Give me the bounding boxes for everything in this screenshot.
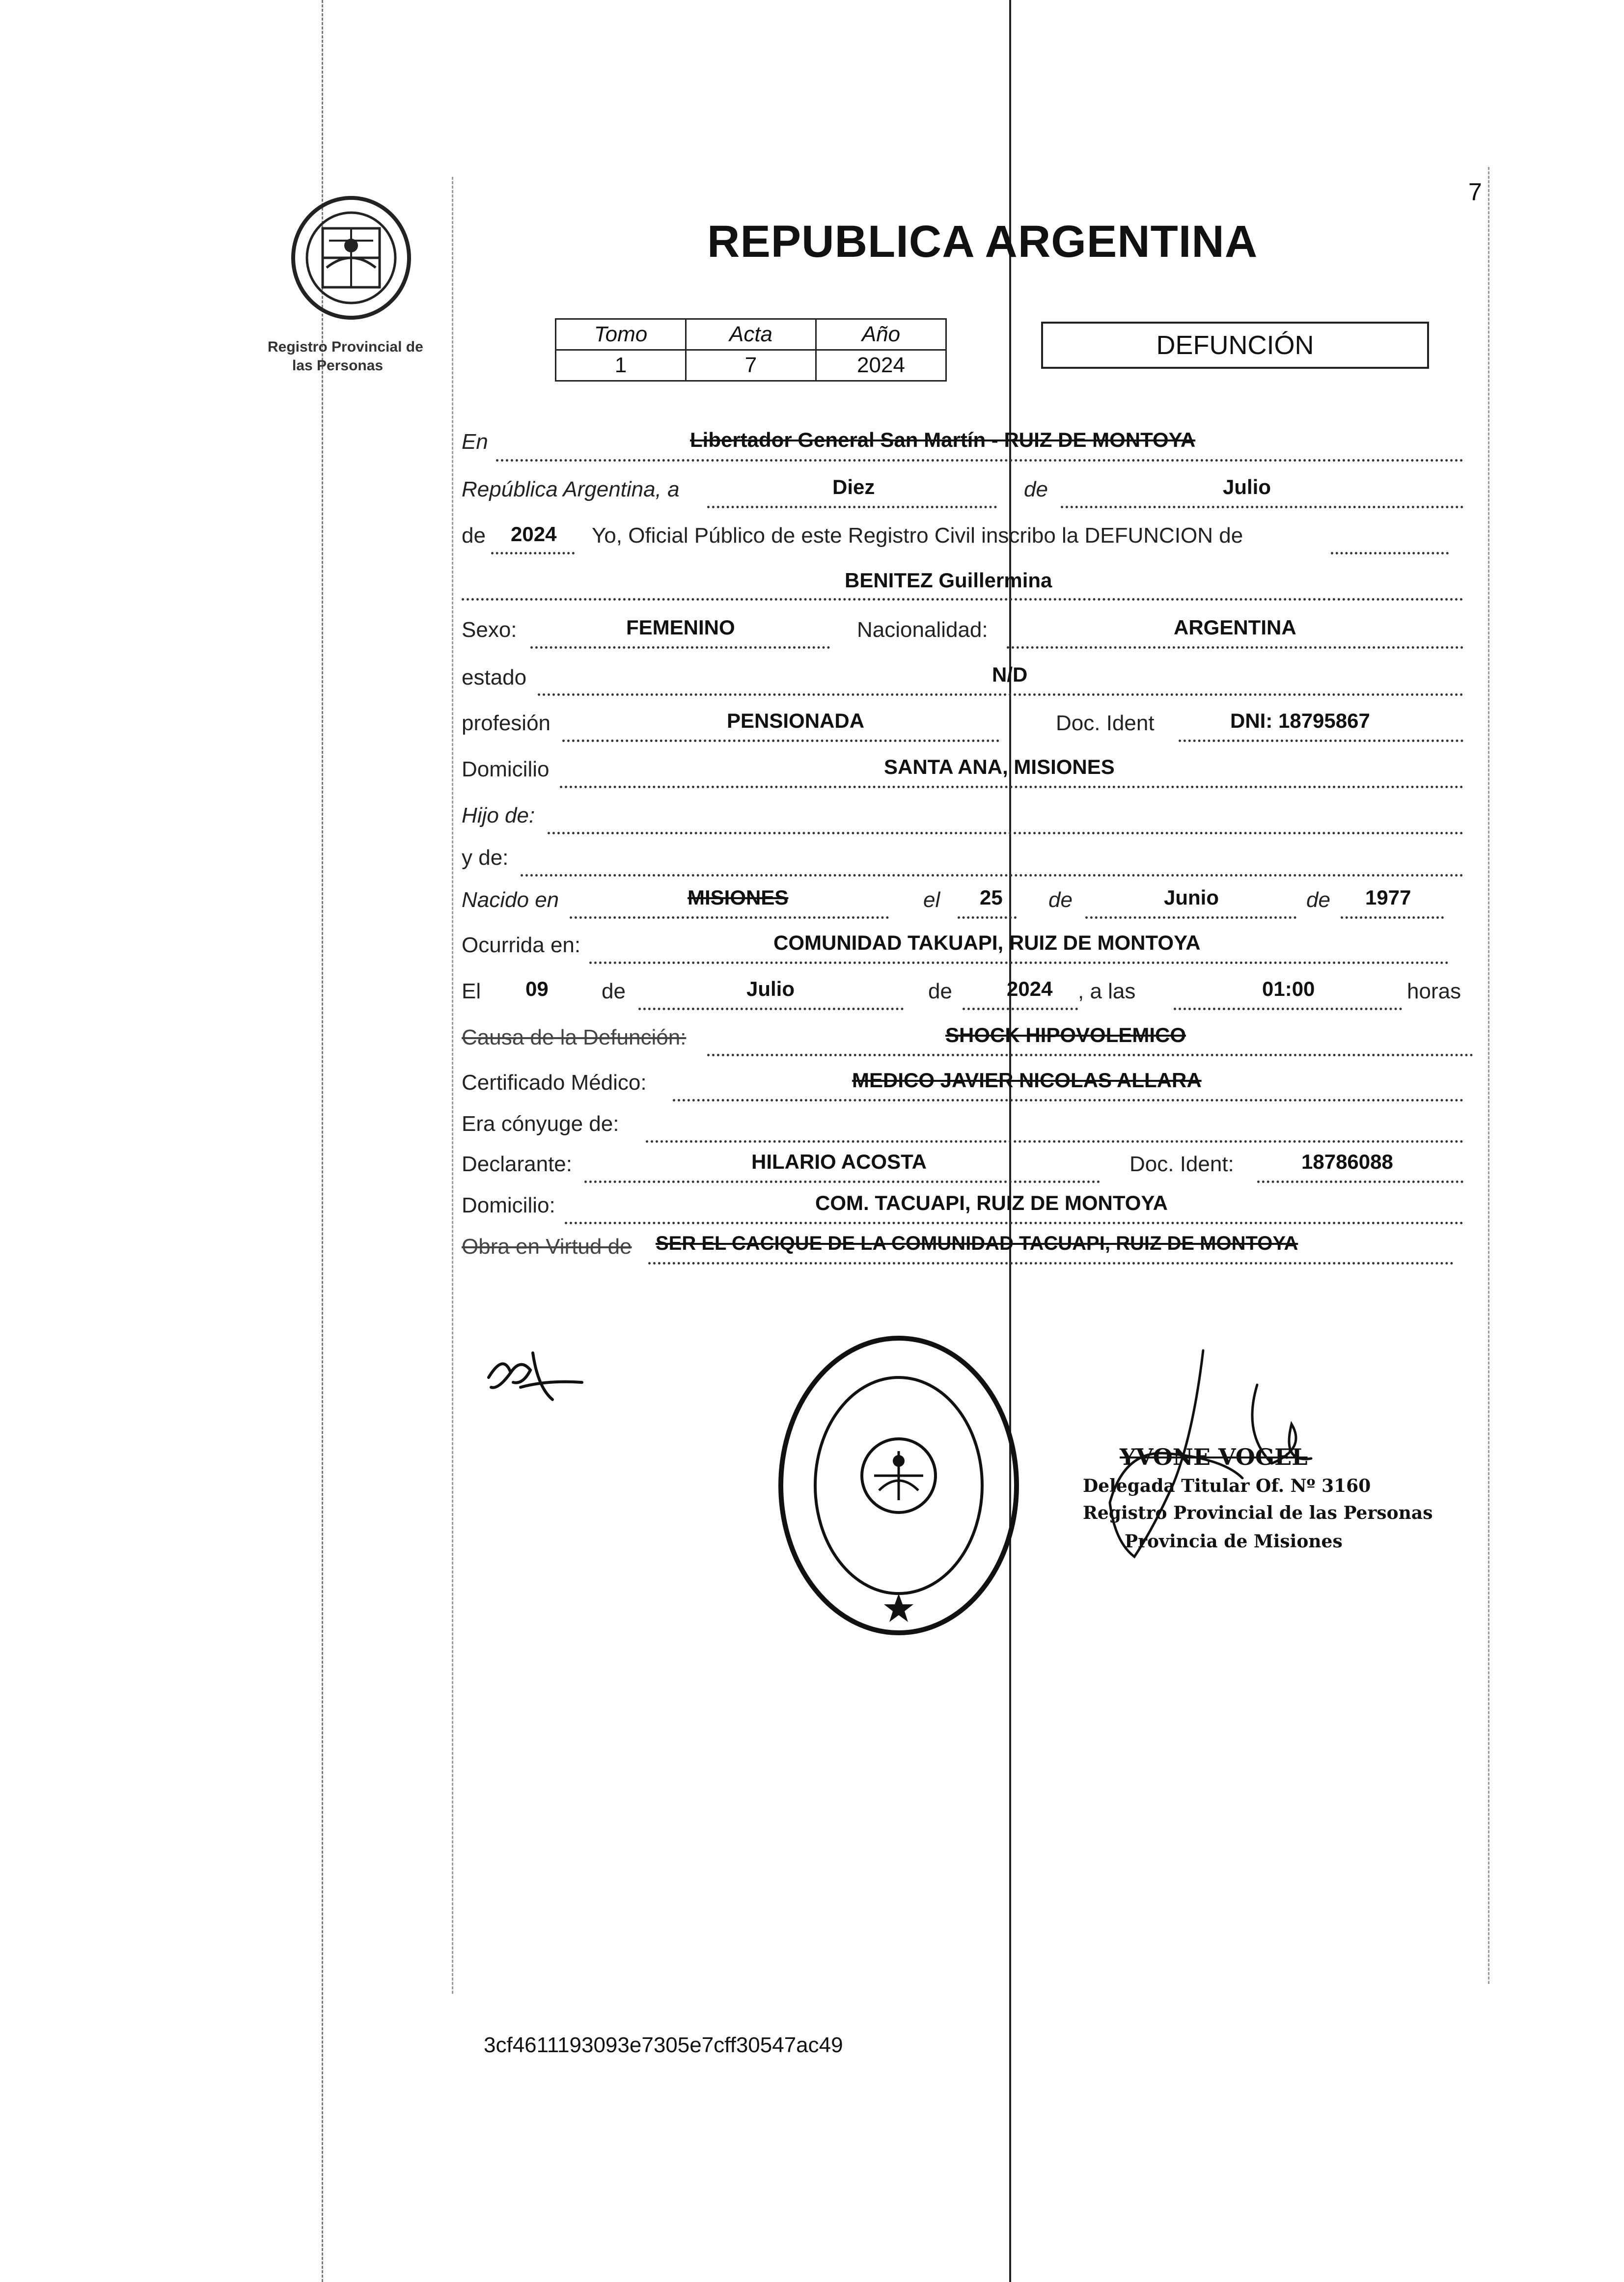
doc2-value: 18786088 [1301,1150,1393,1173]
table-header-tomo: Tomo [556,319,686,350]
nacionalidad-line [1007,646,1463,649]
hijo-line [548,832,1463,834]
nacido-dia-line [958,916,1017,919]
cert-label: Certificado Médico: [462,1071,647,1095]
org-name-line2: las Personas [292,357,384,374]
cert-value: MEDICO JAVIER NICOLAS ALLARA [852,1069,1202,1092]
nombre-line [462,598,1463,601]
declarante-value: HILARIO ACOSTA [751,1150,927,1173]
sexo-label: Sexo: [462,618,517,642]
fallec-mes-line [638,1008,904,1010]
doc2-line [1257,1181,1463,1183]
domicilio-value: SANTA ANA, MISIONES [884,755,1115,778]
inscribo-text: Yo, Oficial Público de este Registro Civil inscribo la DEFUNCION de [592,523,1243,548]
table-header-anio: Año [816,319,946,350]
scan-line-right [1488,167,1489,1984]
domicilio-line [560,786,1463,788]
de-label: de [1024,477,1048,501]
hijo-label: Hijo de: [462,803,535,827]
fallec-anio: 2024 [1007,977,1053,1000]
province-logo [287,194,415,322]
en-label: En [462,430,488,454]
dia-line [707,506,997,508]
doc-type: DEFUNCIÓN [1156,330,1314,360]
official-seal [771,1328,1026,1645]
declarante-label: Declarante: [462,1152,573,1176]
ocurrida-value: COMUNIDAD TAKUAPI, RUIZ DE MONTOYA [773,931,1201,954]
mes-value: Julio [1223,475,1271,498]
doc-value: DNI: 18795867 [1230,709,1370,732]
fallec-de2-label: de [928,979,952,1003]
deceased-name: BENITEZ Guillermina [845,569,1052,592]
estado-line [538,693,1463,696]
signatory-title: Delegada Titular Of. Nº 3160 [1083,1476,1371,1496]
fallec-hora: 01:00 [1262,977,1315,1000]
page-title: REPUBLICA ARGENTINA [707,217,1258,267]
dia-value: Diez [832,475,875,498]
ocurrida-line [589,962,1449,964]
signatory-line2: Registro Provincial de las Personas [1083,1503,1433,1523]
document-hash: 3cf4611193093e7305e7cff30547ac49 [484,2033,843,2057]
nacido-de1-label: de [1048,888,1073,912]
page-number: 7 [1468,178,1482,206]
sexo-value: FEMENINO [626,616,735,639]
domicilio2-value: COM. TACUAPI, RUIZ DE MONTOYA [815,1191,1168,1214]
scan-line-form-left [452,177,453,1994]
en-line [496,459,1463,462]
nacionalidad-value: ARGENTINA [1174,616,1296,639]
obra-line [648,1262,1454,1265]
mes-line [1061,506,1463,508]
table-header-acta: Acta [686,319,816,350]
republica-label: República Argentina, a [462,477,680,501]
anio-line [491,552,575,554]
domicilio2-line [565,1222,1463,1224]
nacido-anio: 1977 [1365,886,1411,909]
inscribo-line [1331,552,1449,554]
fallec-hora-line [1174,1008,1402,1010]
nacido-line [570,916,889,919]
horas-label: horas [1407,979,1461,1003]
nacido-anio-line [1341,916,1444,919]
table-cell-acta: 7 [686,350,816,381]
nacido-dia: 25 [980,886,1003,909]
de2-label: de [462,523,486,548]
conyuge-line [646,1140,1463,1143]
signatory-signature [1095,1336,1370,1613]
nacionalidad-label: Nacionalidad: [857,618,988,642]
yde-label: y de: [462,846,509,870]
nacido-mes-line [1085,916,1296,919]
org-name-line1: Registro Provincial de [268,339,423,355]
anio-value: 2024 [511,522,557,546]
domicilio-label: Domicilio [462,757,550,781]
conyuge-label: Era cónyuge de: [462,1112,619,1136]
nacido-label: Nacido en [462,888,559,912]
fallec-dia: 09 [525,977,549,1000]
signatory-name: YVONE VOGEL [1120,1444,1308,1470]
en-value: Libertador General San Martín - RUIZ DE MONTOYA [690,428,1196,451]
table-cell-anio: 2024 [816,350,946,381]
profesion-line [562,740,999,742]
fallec-anio-line [963,1008,1078,1010]
doc-label: Doc. Ident [1056,711,1155,735]
causa-label: Causa de la Defunción: [462,1025,687,1049]
estado-label: estado [462,665,527,689]
fallec-de1-label: de [602,979,626,1003]
doc2-label: Doc. Ident: [1129,1152,1234,1176]
table-cell-tomo: 1 [556,350,686,381]
alas-label: , a las [1078,979,1136,1003]
doc-line [1179,740,1463,742]
doc-type-box [1041,322,1429,369]
el2-label: El [462,979,481,1003]
fallec-mes: Julio [746,977,795,1000]
domicilio2-label: Domicilio: [462,1193,555,1217]
declarante-line [584,1181,1100,1183]
obra-value: SER EL CACIQUE DE LA COMUNIDAD TACUAPI, RUIZ DE MONTOYA [656,1233,1298,1254]
nacido-mes: Junio [1164,886,1219,909]
profesion-label: profesión [462,711,551,735]
nacido-value: MISIONES [688,886,789,909]
cert-line [673,1099,1463,1101]
initials-signature [484,1343,587,1414]
ocurrida-label: Ocurrida en: [462,933,581,957]
causa-line [707,1054,1473,1056]
profesion-value: PENSIONADA [727,709,865,732]
nacido-de2-label: de [1306,888,1330,912]
nacido-el-label: el [923,888,940,912]
sexo-line [530,646,830,649]
yde-line [521,874,1463,877]
signatory-line3: Provincia de Misiones [1125,1531,1343,1552]
causa-value: SHOCK HIPOVOLEMICO [945,1023,1186,1046]
reference-table [555,318,947,382]
obra-label: Obra en Virtud de [462,1235,632,1259]
estado-value: N/D [992,663,1028,686]
